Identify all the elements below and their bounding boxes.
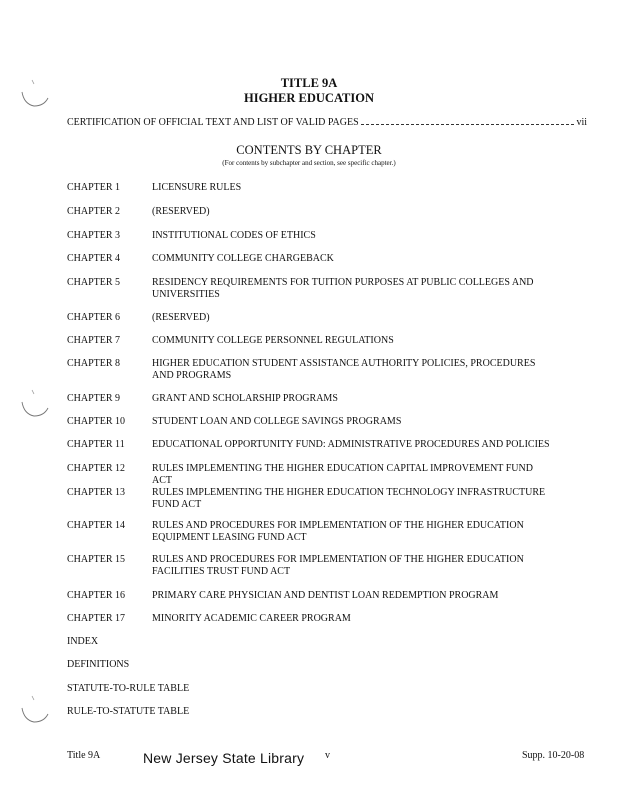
chapter-title: RULES AND PROCEDURES FOR IMPLEMENTATION OF THE HIGHER EDUCATION FACILITIES TRUST FUND ACT: [152, 554, 524, 577]
chapter-number: CHAPTER 3: [67, 230, 121, 241]
chapter-title: (RESERVED): [152, 206, 210, 217]
library-stamp: New Jersey State Library: [143, 750, 305, 766]
appendix-title: DEFINITIONS: [67, 659, 130, 670]
chapter-number: CHAPTER 10: [67, 416, 126, 427]
chapter-title: RESIDENCY REQUIREMENTS FOR TUITION PURPOSES AT PUBLIC COLLEGES AND UNIVERSITIES: [152, 277, 534, 300]
chapter-title: PRIMARY CARE PHYSICIAN AND DENTIST LOAN REDEMPTION PROGRAM: [152, 590, 499, 601]
footer-title: Title 9A: [67, 750, 101, 761]
chapter-title: RULES AND PROCEDURES FOR IMPLEMENTATION OF THE HIGHER EDUCATION EQUIPMENT LEASING FUND ACT: [152, 520, 524, 543]
chapter-number: CHAPTER 2: [67, 206, 121, 217]
chapter-number: CHAPTER 6: [67, 312, 121, 323]
chapter-number: CHAPTER 11: [67, 439, 125, 450]
appendix-title: RULE-TO-STATUTE TABLE: [67, 706, 190, 717]
punch-hole-mark: [18, 388, 52, 428]
page-number: v: [325, 750, 330, 761]
chapter-title: INSTITUTIONAL CODES OF ETHICS: [152, 230, 316, 241]
chapter-title: COMMUNITY COLLEGE CHARGEBACK: [152, 253, 334, 264]
chapter-number: CHAPTER 7: [67, 335, 121, 346]
chapter-number: CHAPTER 13: [67, 487, 126, 498]
chapter-title: HIGHER EDUCATION STUDENT ASSISTANCE AUTHORITY POLICIES, PROCEDURES AND PROGRAMS: [152, 358, 536, 381]
chapter-title: COMMUNITY COLLEGE PERSONNEL REGULATIONS: [152, 335, 394, 346]
chapter-number: CHAPTER 4: [67, 253, 121, 264]
chapter-number: CHAPTER 9: [67, 393, 121, 404]
dot-leader: [361, 124, 575, 125]
punch-hole-mark: [18, 694, 52, 734]
supplement-date: Supp. 10-20-08: [522, 750, 585, 761]
title-name: HIGHER EDUCATION: [244, 91, 374, 105]
contents-heading: CONTENTS BY CHAPTER: [236, 143, 382, 157]
appendix-title: INDEX: [67, 636, 99, 647]
chapter-number: CHAPTER 1: [67, 182, 121, 193]
chapter-number: CHAPTER 12: [67, 463, 126, 474]
chapter-title: STUDENT LOAN AND COLLEGE SAVINGS PROGRAMS: [152, 416, 402, 427]
certification-page: vii: [576, 117, 587, 128]
chapter-title: LICENSURE RULES: [152, 182, 242, 193]
chapter-title: RULES IMPLEMENTING THE HIGHER EDUCATION CAPITAL IMPROVEMENT FUND ACT: [152, 463, 533, 486]
chapter-title: MINORITY ACADEMIC CAREER PROGRAM: [152, 613, 351, 624]
certification-text: CERTIFICATION OF OFFICIAL TEXT AND LIST OF VALID PAGES: [67, 117, 359, 128]
chapter-number: CHAPTER 5: [67, 277, 121, 288]
chapter-title: GRANT AND SCHOLARSHIP PROGRAMS: [152, 393, 338, 404]
appendix-title: STATUTE-TO-RULE TABLE: [67, 683, 190, 694]
chapter-number: CHAPTER 15: [67, 554, 126, 565]
chapter-number: CHAPTER 17: [67, 613, 126, 624]
contents-subheading: (For contents by subchapter and section, see specific chapter.): [222, 159, 396, 167]
chapter-number: CHAPTER 8: [67, 358, 121, 369]
chapter-title: (RESERVED): [152, 312, 210, 323]
chapter-number: CHAPTER 14: [67, 520, 126, 531]
title-number: TITLE 9A: [280, 76, 338, 90]
chapter-title: EDUCATIONAL OPPORTUNITY FUND: ADMINISTRATIVE PROCEDURES AND POLICIES: [152, 439, 550, 450]
certification-line: [67, 117, 587, 128]
chapter-title: RULES IMPLEMENTING THE HIGHER EDUCATION TECHNOLOGY INFRASTRUCTURE FUND ACT: [152, 487, 546, 510]
chapter-number: CHAPTER 16: [67, 590, 126, 601]
